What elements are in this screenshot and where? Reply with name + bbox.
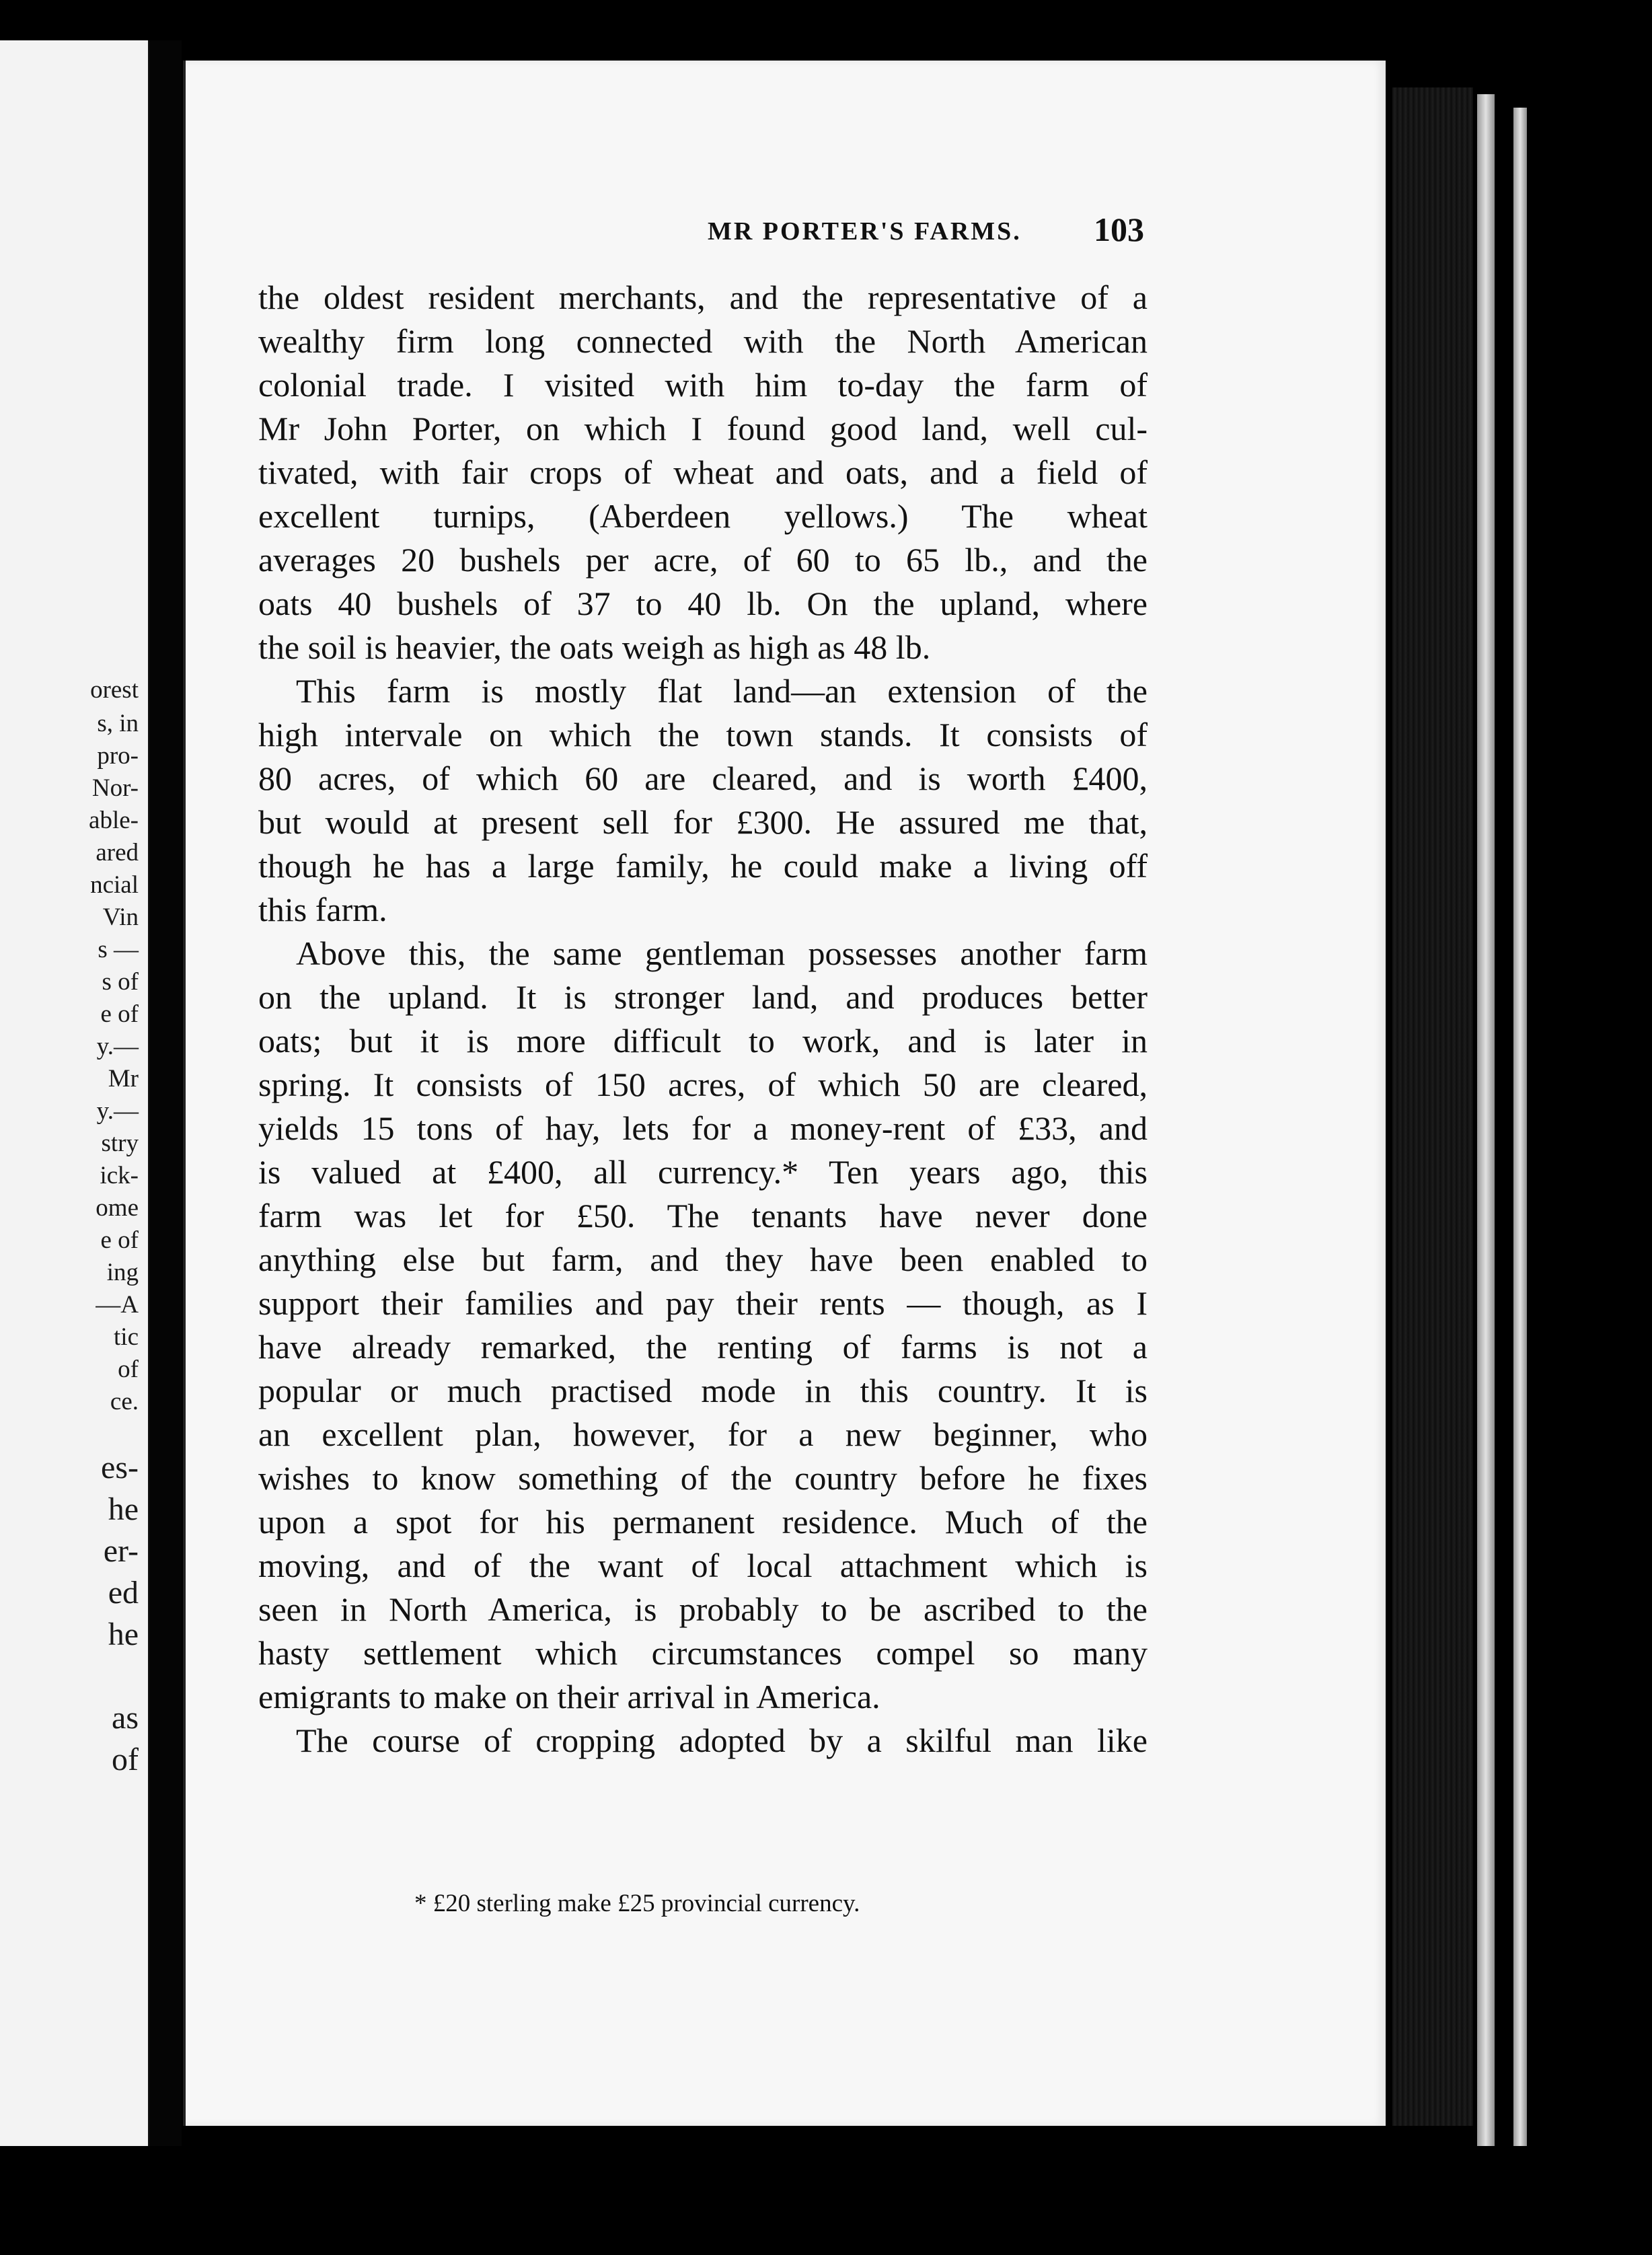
left-page-fragment: ncial (90, 871, 139, 899)
page-edge-strip (1513, 108, 1527, 2166)
text-line: averages 20 bushels per acre, of 60 to 65 lb., and the (258, 541, 1148, 579)
body-text (258, 276, 1148, 1763)
left-page-fragment: of (118, 1356, 139, 1383)
text-line: oats 40 bushels of 37 to 40 lb. On the upland, where (258, 585, 1148, 622)
left-page-fragment: ome (96, 1194, 139, 1222)
left-page-fragment: es- (101, 1450, 139, 1485)
text-line: colonial trade. I visited with him to-day the farm of (258, 366, 1148, 404)
page-stack-edges (1392, 87, 1473, 2126)
left-page-fragment: he (108, 1617, 139, 1652)
text-line: support their families and pay their rents — though, as I (258, 1284, 1148, 1322)
text-line: moving, and of the want of local attachment which is (258, 1547, 1148, 1584)
left-page-fragment: ared (96, 839, 139, 866)
scan-bottom-margin (0, 2146, 1652, 2255)
text-line: an excellent plan, however, for a new beginner, who (258, 1415, 1148, 1453)
text-line: on the upland. It is stronger land, and produces better (258, 978, 1148, 1016)
left-facing-page (0, 40, 150, 2146)
left-page-fragment: pro- (97, 742, 139, 770)
text-line: this farm. (258, 891, 387, 928)
left-page-fragment: y.— (96, 1097, 139, 1125)
paragraph-start-line: The course of cropping adopted by a skilful man like (296, 1722, 1148, 1759)
left-page-fragment: e of (100, 1000, 139, 1028)
text-line: popular or much practised mode in this country. It is (258, 1372, 1148, 1409)
footnote: * £20 sterling make £25 provincial currency. (414, 1890, 860, 1917)
text-line: yields 15 tons of hay, lets for a money-rent of £33, and (258, 1109, 1148, 1147)
text-line: have already remarked, the renting of farms is not a (258, 1328, 1148, 1366)
text-line: but would at present sell for £300. He assured me that, (258, 803, 1148, 841)
left-page-fragment: ing (106, 1259, 139, 1286)
left-page-fragment: as (112, 1700, 139, 1736)
left-page-fragment: s, in (97, 710, 139, 737)
text-line: farm was let for £50. The tenants have never done (258, 1197, 1148, 1234)
left-page-fragment: Nor- (91, 774, 139, 802)
paragraph-start-line: This farm is mostly flat land—an extension of the (296, 672, 1148, 710)
text-line: spring. It consists of 150 acres, of which 50 are cleared, (258, 1066, 1148, 1103)
left-page-fragment: ick- (100, 1162, 139, 1189)
text-line: the oldest resident merchants, and the representative of a (258, 279, 1148, 316)
text-line: upon a spot for his permanent residence. Much of the (258, 1503, 1148, 1541)
left-page-fragment: Vin (102, 903, 139, 931)
left-page-fragment: s of (102, 968, 139, 996)
text-line: the soil is heavier, the oats weigh as high as 48 lb. (258, 628, 931, 666)
left-page-fragment: —A (96, 1291, 139, 1319)
text-line: though he has a large family, he could make a living off (258, 847, 1148, 885)
text-line: wishes to know something of the country before he fixes (258, 1459, 1148, 1497)
running-head: MR PORTER'S FARMS. (708, 217, 1022, 246)
left-page-fragment: e of (100, 1226, 139, 1254)
paragraph-start-line: Above this, the same gentleman possesses another farm (296, 934, 1148, 972)
text-line: oats; but it is more difficult to work, and is later in (258, 1022, 1148, 1060)
left-page-fragment: Mr (108, 1065, 139, 1093)
left-page-fragment: s — (98, 936, 139, 963)
left-page-fragment: y.— (96, 1033, 139, 1060)
text-line: Mr John Porter, on which I found good land, well cul- (258, 410, 1148, 447)
left-page-fragment: er- (103, 1533, 139, 1569)
page-number: 103 (1094, 211, 1144, 248)
left-page-fragment: stry (101, 1130, 139, 1157)
text-line: seen in North America, is probably to be ascribed to the (258, 1590, 1148, 1628)
text-line: is valued at £400, all currency.* Ten years ago, this (258, 1153, 1148, 1191)
left-page-fragment: tic (114, 1323, 139, 1351)
left-page-fragment: ed (108, 1575, 139, 1611)
left-page-fragment: ce. (110, 1388, 139, 1415)
book-gutter (149, 40, 182, 2159)
page-edge-strip (1477, 94, 1495, 2153)
text-line: tivated, with fair crops of wheat and oats, and a field of (258, 453, 1148, 491)
text-line: excellent turnips, (Aberdeen yellows.) The wheat (258, 497, 1148, 535)
book-page (183, 61, 1386, 2126)
left-page-fragment: he (108, 1491, 139, 1527)
text-line: anything else but farm, and they have been enabled to (258, 1241, 1148, 1278)
text-line: high intervale on which the town stands. It consists of (258, 716, 1148, 753)
left-page-fragment: able- (89, 807, 139, 834)
left-page-fragment: orest (90, 676, 139, 704)
text-line: emigrants to make on their arrival in America. (258, 1678, 880, 1715)
left-page-fragment: of (112, 1742, 139, 1777)
text-line: hasty settlement which circumstances compel so many (258, 1634, 1148, 1672)
text-line: 80 acres, of which 60 are cleared, and is worth £400, (258, 760, 1148, 797)
text-line: wealthy firm long connected with the North American (258, 322, 1148, 360)
